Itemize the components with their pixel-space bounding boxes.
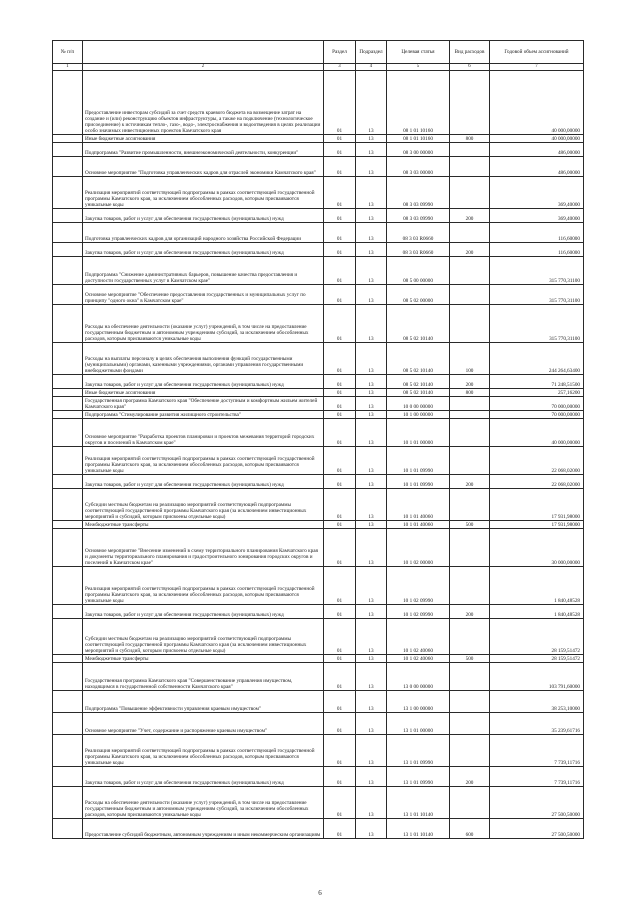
- subsection-cell: 13: [356, 787, 387, 819]
- subsection-cell: 13: [356, 663, 387, 691]
- row-name-cell: Основное мероприятие "Учет, содержание и распоряжение краевым имуществом": [83, 713, 324, 735]
- target-article-cell: 08 5 02 10140: [387, 343, 450, 375]
- subsection-cell: 13: [356, 605, 387, 619]
- target-article-cell: 10 1 01 00000: [387, 419, 450, 447]
- expense-type-cell: [450, 787, 490, 819]
- budget-document-page: [52, 40, 583, 839]
- row-number-cell: [53, 735, 83, 767]
- expense-type-cell: 100: [450, 343, 490, 375]
- expense-type-cell: [450, 285, 490, 305]
- target-article-cell: 10 1 02 09990: [387, 567, 450, 605]
- section-cell: 01: [324, 713, 356, 735]
- table-row: [53, 567, 584, 605]
- target-article-cell: 10 1 00 00000: [387, 411, 450, 419]
- section-cell: 01: [324, 787, 356, 819]
- target-article-cell: 08 3 03 00000: [387, 157, 450, 177]
- row-name-cell: Подпрограмма "Стимулирование развития жилищного строительства": [83, 411, 324, 419]
- expense-type-cell: [450, 619, 490, 655]
- row-name-cell: Предоставление субсидий бюджетным, автономным учреждениям и иным некоммерческим организациям: [83, 819, 324, 839]
- target-article-cell: 13 1 01 00000: [387, 713, 450, 735]
- subsection-cell: 13: [356, 713, 387, 735]
- amount-cell: 70 000,00000: [490, 397, 584, 411]
- target-article-cell: 08 5 02 10140: [387, 389, 450, 397]
- subsection-cell: 13: [356, 389, 387, 397]
- header-name: [83, 41, 324, 64]
- expense-type-cell: [450, 257, 490, 285]
- amount-cell: 7 739,11716: [490, 735, 584, 767]
- target-article-cell: 13 1 01 09990: [387, 735, 450, 767]
- subsection-cell: 13: [356, 411, 387, 419]
- target-article-cell: 08 3 03 R0660: [387, 243, 450, 257]
- amount-cell: 486,00000: [490, 143, 584, 157]
- subsection-cell: 13: [356, 529, 387, 567]
- section-cell: 01: [324, 735, 356, 767]
- table-row: [53, 475, 584, 489]
- section-cell: 01: [324, 521, 356, 529]
- amount-cell: 71 248,51500: [490, 375, 584, 389]
- amount-cell: 116,60000: [490, 223, 584, 243]
- row-number-cell: [53, 691, 83, 713]
- row-number-cell: [53, 819, 83, 839]
- table-row: [53, 713, 584, 735]
- table-row: [53, 305, 584, 343]
- expense-type-cell: [450, 411, 490, 419]
- subsection-cell: 13: [356, 489, 387, 521]
- section-cell: 01: [324, 305, 356, 343]
- row-number-cell: [53, 143, 83, 157]
- expense-type-cell: [450, 713, 490, 735]
- expense-type-cell: [450, 177, 490, 209]
- row-number-cell: [53, 397, 83, 411]
- row-name-cell: Расходы на выплаты персоналу в целях обеспечения выполнения функций государственными (муниципальными) органами, казенными учреждениями, органами управления государственными внебюджетными фондами: [83, 343, 324, 375]
- target-article-cell: 13 1 01 09990: [387, 767, 450, 787]
- expense-type-cell: 500: [450, 521, 490, 529]
- subsection-cell: 13: [356, 157, 387, 177]
- expense-type-cell: [450, 397, 490, 411]
- row-number-cell: [53, 419, 83, 447]
- target-article-cell: 13 1 01 10140: [387, 787, 450, 819]
- amount-cell: 22 068,02000: [490, 447, 584, 475]
- target-article-cell: 10 1 01 09990: [387, 475, 450, 489]
- section-cell: 01: [324, 157, 356, 177]
- target-article-cell: 10 1 01 09990: [387, 447, 450, 475]
- expense-type-cell: 200: [450, 605, 490, 619]
- target-article-cell: 08 3 03 R0660: [387, 223, 450, 243]
- section-cell: 01: [324, 411, 356, 419]
- row-number-cell: [53, 529, 83, 567]
- amount-cell: 369,40000: [490, 209, 584, 223]
- section-cell: 01: [324, 489, 356, 521]
- section-cell: 01: [324, 375, 356, 389]
- target-article-cell: 08 5 02 10140: [387, 375, 450, 389]
- row-number-cell: [53, 135, 83, 143]
- subsection-cell: 13: [356, 177, 387, 209]
- amount-cell: 40 000,00000: [490, 419, 584, 447]
- subsection-cell: 13: [356, 567, 387, 605]
- amount-cell: 315 770,31100: [490, 257, 584, 285]
- col-number: 3: [324, 64, 356, 71]
- section-cell: 01: [324, 143, 356, 157]
- subsection-cell: 13: [356, 209, 387, 223]
- table-row: [53, 375, 584, 389]
- section-cell: 01: [324, 447, 356, 475]
- section-cell: 01: [324, 663, 356, 691]
- budget-table: [52, 40, 584, 839]
- amount-cell: 315 770,31100: [490, 305, 584, 343]
- table-row: [53, 529, 584, 567]
- target-article-cell: 08 1 01 10160: [387, 71, 450, 135]
- section-cell: 01: [324, 257, 356, 285]
- table-row: [53, 209, 584, 223]
- row-name-cell: Предоставление инвесторам субсидий за счет средств краевого бюджета на возмещение затрат на создание и (или) реконструкцию объектов инфраструктуры, а также на подключение (технологическое присоединение) к источникам тепло-, газо-, водо-, электроснабжения и водоотведения в целях реализации особо значимых инвестиционных проектов Камчатского края: [83, 71, 324, 135]
- table-row: [53, 655, 584, 663]
- target-article-cell: 10 1 02 40060: [387, 619, 450, 655]
- column-number-row: [53, 64, 584, 71]
- expense-type-cell: 200: [450, 475, 490, 489]
- table-body: [53, 71, 584, 839]
- expense-type-cell: [450, 223, 490, 243]
- target-article-cell: 08 3 03 09990: [387, 209, 450, 223]
- page-number: 6: [318, 889, 322, 897]
- row-number-cell: [53, 375, 83, 389]
- subsection-cell: 13: [356, 735, 387, 767]
- section-cell: 01: [324, 397, 356, 411]
- expense-type-cell: [450, 71, 490, 135]
- row-name-cell: Закупка товаров, работ и услуг для обеспечения государственных (муниципальных) нужд: [83, 209, 324, 223]
- row-name-cell: Иные бюджетные ассигнования: [83, 389, 324, 397]
- col-number: 5: [387, 64, 450, 71]
- expense-type-cell: [450, 489, 490, 521]
- row-number-cell: [53, 71, 83, 135]
- table-row: [53, 71, 584, 135]
- expense-type-cell: 500: [450, 655, 490, 663]
- table-row: [53, 663, 584, 691]
- table-row: [53, 157, 584, 177]
- row-number-cell: [53, 489, 83, 521]
- header-vid: Вид расходов: [450, 41, 490, 64]
- target-article-cell: 08 5 00 00000: [387, 257, 450, 285]
- amount-cell: 103 791,60000: [490, 663, 584, 691]
- subsection-cell: 13: [356, 135, 387, 143]
- row-number-cell: [53, 787, 83, 819]
- section-cell: 01: [324, 343, 356, 375]
- row-number-cell: [53, 223, 83, 243]
- section-cell: 01: [324, 135, 356, 143]
- target-article-cell: 13 1 00 00000: [387, 691, 450, 713]
- row-name-cell: Основное мероприятие "Внесение изменений в схему территориального планирования Камчатского края и документы территориального планирования и градостроительного зонирования городских округов и поселений в Камчатском крае": [83, 529, 324, 567]
- subsection-cell: 13: [356, 397, 387, 411]
- amount-cell: 28 159,51472: [490, 655, 584, 663]
- row-number-cell: [53, 343, 83, 375]
- header-row: [53, 41, 584, 64]
- section-cell: 01: [324, 475, 356, 489]
- subsection-cell: 13: [356, 819, 387, 839]
- expense-type-cell: [450, 305, 490, 343]
- row-number-cell: [53, 177, 83, 209]
- col-number: 1: [53, 64, 83, 71]
- table-row: [53, 787, 584, 819]
- amount-cell: 38 253,10000: [490, 691, 584, 713]
- table-row: [53, 691, 584, 713]
- row-name-cell: Субсидии местным бюджетам на реализацию мероприятий соответствующей подпрограммы соответствующей государственной программы Камчатского края (за исключением инвестиционных мероприятий и субсидий, которым присвоены отдельные коды): [83, 489, 324, 521]
- subsection-cell: 13: [356, 223, 387, 243]
- subsection-cell: 13: [356, 619, 387, 655]
- row-number-cell: [53, 243, 83, 257]
- row-number-cell: [53, 655, 83, 663]
- row-name-cell: Закупка товаров, работ и услуг для обеспечения государственных (муниципальных) нужд: [83, 605, 324, 619]
- col-number: 7: [490, 64, 584, 71]
- amount-cell: 1 840,48528: [490, 567, 584, 605]
- amount-cell: 244 264,63400: [490, 343, 584, 375]
- amount-cell: 369,40000: [490, 177, 584, 209]
- subsection-cell: 13: [356, 143, 387, 157]
- expense-type-cell: [450, 567, 490, 605]
- row-name-cell: Закупка товаров, работ и услуг для обеспечения государственных (муниципальных) нужд: [83, 767, 324, 787]
- table-row: [53, 735, 584, 767]
- row-name-cell: Реализация мероприятий соответствующей подпрограммы в рамках соответствующей государственной программы Камчатского края, за исключением обособленных расходов, которым присваиваются уникальные коды: [83, 177, 324, 209]
- amount-cell: 35 239,61716: [490, 713, 584, 735]
- table-row: [53, 619, 584, 655]
- amount-cell: 486,00000: [490, 157, 584, 177]
- target-article-cell: 08 5 02 00000: [387, 285, 450, 305]
- amount-cell: 17 931,98000: [490, 521, 584, 529]
- header-section: Раздел: [324, 41, 356, 64]
- subsection-cell: 13: [356, 419, 387, 447]
- subsection-cell: 13: [356, 691, 387, 713]
- amount-cell: 257,16200: [490, 389, 584, 397]
- target-article-cell: 08 5 02 10140: [387, 305, 450, 343]
- row-name-cell: Основное мероприятие "Обеспечение предоставления государственных и муниципальных услуг по принципу "одного окна" в Камчатском крае": [83, 285, 324, 305]
- row-name-cell: Закупка товаров, работ и услуг для обеспечения государственных (муниципальных) нужд: [83, 243, 324, 257]
- subsection-cell: 13: [356, 475, 387, 489]
- row-number-cell: [53, 389, 83, 397]
- amount-cell: 22 068,02000: [490, 475, 584, 489]
- row-number-cell: [53, 713, 83, 735]
- subsection-cell: 13: [356, 257, 387, 285]
- row-number-cell: [53, 411, 83, 419]
- table-row: [53, 411, 584, 419]
- expense-type-cell: 200: [450, 243, 490, 257]
- row-name-cell: Подготовка управленческих кадров для организаций народного хозяйства Российской Федерации: [83, 223, 324, 243]
- row-number-cell: [53, 767, 83, 787]
- amount-cell: 1 840,48528: [490, 605, 584, 619]
- expense-type-cell: [450, 419, 490, 447]
- amount-cell: 27 500,50000: [490, 819, 584, 839]
- row-number-cell: [53, 257, 83, 285]
- section-cell: 01: [324, 691, 356, 713]
- amount-cell: 17 931,98000: [490, 489, 584, 521]
- row-number-cell: [53, 619, 83, 655]
- table-row: [53, 819, 584, 839]
- row-name-cell: Реализация мероприятий соответствующей подпрограммы в рамках соответствующей государственной программы Камчатского края, за исключением обособленных расходов, которым присваиваются уникальные коды: [83, 735, 324, 767]
- row-number-cell: [53, 475, 83, 489]
- row-name-cell: Государственная программа Камчатского края "Совершенствование управления имуществом, находящимся в государственной собственности Камчатского края": [83, 663, 324, 691]
- table-row: [53, 489, 584, 521]
- header-target: Целевая статья: [387, 41, 450, 64]
- amount-cell: 315 770,31100: [490, 285, 584, 305]
- row-name-cell: Закупка товаров, работ и услуг для обеспечения государственных (муниципальных) нужд: [83, 375, 324, 389]
- expense-type-cell: [450, 691, 490, 713]
- row-name-cell: Межбюджетные трансферты: [83, 655, 324, 663]
- section-cell: 01: [324, 389, 356, 397]
- expense-type-cell: 200: [450, 209, 490, 223]
- target-article-cell: 13 1 01 10140: [387, 819, 450, 839]
- row-number-cell: [53, 157, 83, 177]
- subsection-cell: 13: [356, 655, 387, 663]
- row-name-cell: Субсидии местным бюджетам на реализацию мероприятий соответствующей подпрограммы соответствующей государственной программы Камчатского края (за исключением инвестиционных мероприятий и субсидий, которым присвоены отдельные коды): [83, 619, 324, 655]
- expense-type-cell: [450, 529, 490, 567]
- table-row: [53, 257, 584, 285]
- table-row: [53, 767, 584, 787]
- row-name-cell: Подпрограмма "Снижение административных барьеров, повышение качества предоставления и доступности государственных услуг в Камчатском крае": [83, 257, 324, 285]
- table-row: [53, 397, 584, 411]
- row-name-cell: Подпрограмма "Развитие промышленности, внешнеэкономической деятельности, конкуренции": [83, 143, 324, 157]
- target-article-cell: 10 1 01 40060: [387, 489, 450, 521]
- section-cell: 01: [324, 209, 356, 223]
- header-amount: Годовой объем ассигнований: [490, 41, 584, 64]
- target-article-cell: 10 1 01 40060: [387, 521, 450, 529]
- row-number-cell: [53, 209, 83, 223]
- table-row: [53, 285, 584, 305]
- row-name-cell: Расходы на обеспечение деятельности (оказание услуг) учреждений, в том числе на предоставление государственным бюджетным и автономным учреждениям субсидий, за исключением обособленных расходов, которым присваиваются уникальные коды: [83, 305, 324, 343]
- section-cell: 01: [324, 767, 356, 787]
- header-subsection: Подраздел: [356, 41, 387, 64]
- amount-cell: 7 739,11716: [490, 767, 584, 787]
- amount-cell: 40 000,00000: [490, 71, 584, 135]
- table-row: [53, 143, 584, 157]
- row-name-cell: Закупка товаров, работ и услуг для обеспечения государственных (муниципальных) нужд: [83, 475, 324, 489]
- row-name-cell: Подпрограмма "Повышение эффективности управления краевым имуществом": [83, 691, 324, 713]
- row-number-cell: [53, 605, 83, 619]
- amount-cell: 116,60000: [490, 243, 584, 257]
- target-article-cell: 10 1 02 09990: [387, 605, 450, 619]
- section-cell: 01: [324, 605, 356, 619]
- table-row: [53, 177, 584, 209]
- header-no: № п/п: [53, 41, 83, 64]
- table-row: [53, 521, 584, 529]
- col-number: 6: [450, 64, 490, 71]
- expense-type-cell: [450, 735, 490, 767]
- target-article-cell: 08 3 03 09990: [387, 177, 450, 209]
- section-cell: 01: [324, 285, 356, 305]
- expense-type-cell: [450, 663, 490, 691]
- table-row: [53, 605, 584, 619]
- col-number: 2: [83, 64, 324, 71]
- target-article-cell: 13 0 00 00000: [387, 663, 450, 691]
- table-row: [53, 343, 584, 375]
- expense-type-cell: 200: [450, 767, 490, 787]
- table-row: [53, 389, 584, 397]
- table-row: [53, 223, 584, 243]
- row-number-cell: [53, 663, 83, 691]
- row-name-cell: Государственная программа Камчатского края "Обеспечение доступным и комфортным жильем жителей Камчатского края": [83, 397, 324, 411]
- amount-cell: 40 000,00000: [490, 135, 584, 143]
- section-cell: 01: [324, 243, 356, 257]
- amount-cell: 70 000,00000: [490, 411, 584, 419]
- expense-type-cell: [450, 447, 490, 475]
- expense-type-cell: 200: [450, 375, 490, 389]
- table-row: [53, 447, 584, 475]
- subsection-cell: 13: [356, 767, 387, 787]
- section-cell: 01: [324, 655, 356, 663]
- section-cell: 01: [324, 529, 356, 567]
- section-cell: 01: [324, 819, 356, 839]
- row-name-cell: Реализация мероприятий соответствующей подпрограммы в рамках соответствующей государственной программы Камчатского края, за исключением обособленных расходов, которым присваиваются уникальные коды: [83, 447, 324, 475]
- row-number-cell: [53, 521, 83, 529]
- row-number-cell: [53, 447, 83, 475]
- table-row: [53, 135, 584, 143]
- subsection-cell: 13: [356, 285, 387, 305]
- row-name-cell: Реализация мероприятий соответствующей подпрограммы в рамках соответствующей государственной программы Камчатского края, за исключением обособленных расходов, которым присваиваются уникальные коды: [83, 567, 324, 605]
- row-name-cell: Расходы на обеспечение деятельности (оказание услуг) учреждений, в том числе на предоставление государственным бюджетным и автономным учреждениям субсидий, за исключением обособленных расходов, которым присваиваются уникальные коды: [83, 787, 324, 819]
- section-cell: 01: [324, 223, 356, 243]
- subsection-cell: 13: [356, 243, 387, 257]
- expense-type-cell: [450, 157, 490, 177]
- subsection-cell: 13: [356, 521, 387, 529]
- expense-type-cell: 800: [450, 389, 490, 397]
- row-number-cell: [53, 305, 83, 343]
- expense-type-cell: [450, 143, 490, 157]
- row-name-cell: Основное мероприятие "Подготовка управленческих кадров для отраслей экономики Камчатского края": [83, 157, 324, 177]
- row-number-cell: [53, 285, 83, 305]
- subsection-cell: 13: [356, 447, 387, 475]
- subsection-cell: 13: [356, 375, 387, 389]
- table-row: [53, 419, 584, 447]
- section-cell: 01: [324, 567, 356, 605]
- row-number-cell: [53, 567, 83, 605]
- expense-type-cell: 600: [450, 819, 490, 839]
- amount-cell: 28 159,51472: [490, 619, 584, 655]
- target-article-cell: 10 1 02 00000: [387, 529, 450, 567]
- target-article-cell: 10 1 02 40060: [387, 655, 450, 663]
- table-row: [53, 243, 584, 257]
- row-name-cell: Межбюджетные трансферты: [83, 521, 324, 529]
- amount-cell: 30 000,00000: [490, 529, 584, 567]
- section-cell: 01: [324, 419, 356, 447]
- col-number: 4: [356, 64, 387, 71]
- row-name-cell: Иные бюджетные ассигнования: [83, 135, 324, 143]
- target-article-cell: 08 3 00 00000: [387, 143, 450, 157]
- expense-type-cell: 800: [450, 135, 490, 143]
- section-cell: 01: [324, 177, 356, 209]
- subsection-cell: 13: [356, 71, 387, 135]
- target-article-cell: 08 1 01 10160: [387, 135, 450, 143]
- section-cell: 01: [324, 619, 356, 655]
- target-article-cell: 10 0 00 00000: [387, 397, 450, 411]
- row-name-cell: Основное мероприятие "Разработка проектов планировки и проектов межевания территорий городских округов и поселений в Камчатском крае": [83, 419, 324, 447]
- section-cell: 01: [324, 71, 356, 135]
- subsection-cell: 13: [356, 343, 387, 375]
- amount-cell: 27 500,50000: [490, 787, 584, 819]
- subsection-cell: 13: [356, 305, 387, 343]
